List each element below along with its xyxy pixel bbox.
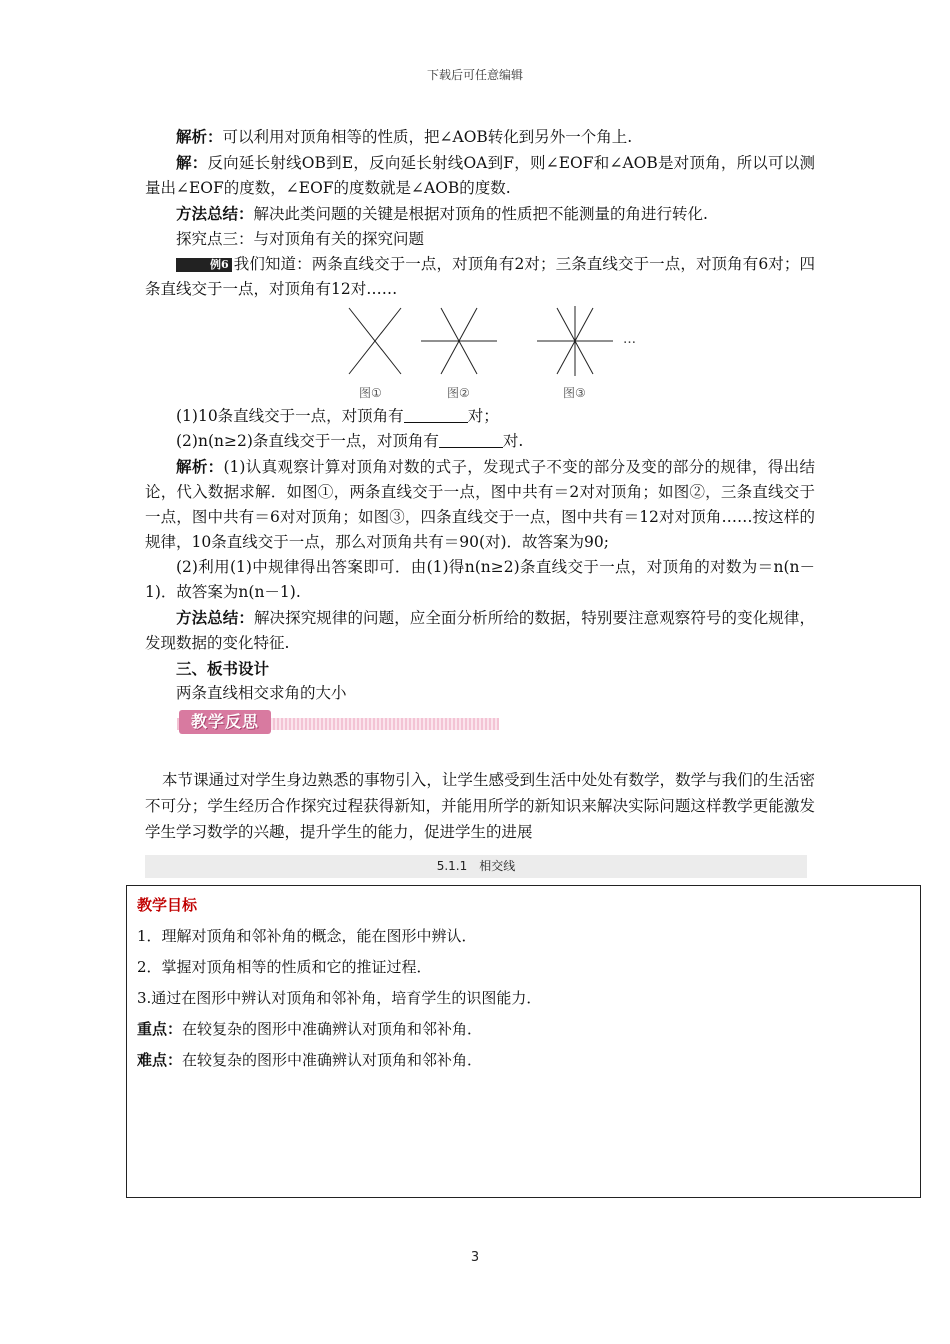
analysis-text: 可以利用对顶角相等的性质，把∠AOB转化到另外一个角上.: [222, 128, 633, 146]
example-text: 我们知道：两条直线交于一点，对顶角有2对；三条直线交于一点，对顶角有6对；四条直线交于一点，对顶角有12对……: [145, 255, 815, 298]
method-label: 方法总结：: [176, 204, 254, 223]
figure-3: [535, 304, 615, 378]
objectives-box: [126, 885, 921, 1198]
method-text-2: 解决探究规律的问题，应全面分析所给的数据，特别要注意观察符号的变化规律，发现数据的变化特征.: [145, 609, 815, 652]
analysis-text-2: (1)认真观察计算对顶角对数的式子，发现式子不变的部分及变的部分的规律，得出结论，代入数据求解．如图①，两条直线交于一点，图中共有＝2对对顶角；如图②，三条直线交于一点，图中共有＝6对对顶角；如图③，四条直线交于一点，图中共有＝12对对顶角……按这样的规律，10条直线交于一点，那么对顶角共有＝90(对)．故答案为90;: [145, 458, 815, 551]
figure-3-caption: 图③: [563, 386, 586, 400]
analysis-paragraph-2: [145, 454, 815, 555]
analysis-part-2: (2)利用(1)中规律得出答案即可．由(1)得n(n≥2)条直线交于一点，对顶角的对数为＝n(n－1)．故答案为n(n－1).: [145, 558, 815, 601]
difficult-point-label: 难点：: [137, 1051, 183, 1069]
figures-row: [145, 304, 815, 404]
figure-1: [345, 304, 405, 378]
reflection-section: [145, 767, 815, 845]
example-badge: 例6: [176, 258, 232, 272]
exploration-point-3: 探究点三：与对顶角有关的探究问题: [176, 230, 425, 248]
page-number: 3: [470, 1250, 480, 1265]
question-1-text: (1)10条直线交于一点，对顶角有: [176, 407, 404, 425]
key-point-text: 在较复杂的图形中准确辨认对顶角和邻补角．: [182, 1020, 483, 1038]
analysis-label: 解析：: [176, 127, 223, 146]
question-2-text: (2)n(n≥2)条直线交于一点，对顶角有: [176, 432, 439, 450]
solution-paragraph: [145, 150, 815, 201]
analysis-label-2: 解析：: [176, 457, 224, 476]
reflection-badge: 教学反思: [179, 710, 271, 734]
main-content: [145, 124, 815, 736]
method-summary-1: [145, 201, 815, 227]
board-design-content: 两条直线相交求角的大小: [176, 684, 347, 702]
question-1: [145, 404, 815, 429]
question-2-end: 对.: [502, 432, 524, 450]
figures-ellipsis: …: [623, 332, 636, 347]
board-design-title: 三、板书设计: [176, 659, 270, 678]
solution-text: 反向延长射线OB到E，反向延长射线OA到F，则∠EOF和∠AOB是对顶角，所以可以测量出∠EOF的度数，∠EOF的度数就是∠AOB的度数.: [145, 154, 815, 197]
figure-1-caption: 图①: [359, 386, 382, 400]
figure-2-caption: 图②: [447, 386, 470, 400]
answer-blank-1: [404, 406, 468, 423]
figure-2: [419, 304, 499, 378]
question-1-end: 对；: [467, 407, 499, 425]
question-2: [145, 429, 815, 454]
teaching-reflection-banner: [177, 710, 499, 736]
solution-label: 解：: [176, 153, 208, 172]
section-title-bar: 5.1.1 相交线: [145, 855, 807, 878]
page-header-note: 下载后可任意编辑: [426, 68, 523, 82]
objective-item-2: 2．掌握对顶角相等的性质和它的推证过程．: [137, 958, 432, 976]
analysis-paragraph-1: [145, 124, 815, 150]
key-point: [137, 1014, 910, 1045]
objective-item-3: 3.通过在图形中辨认对顶角和邻补角，培育学生的识图能力．: [137, 989, 542, 1007]
example-6: [145, 252, 815, 302]
answer-blank-2: [439, 431, 503, 448]
objective-item-1: 1．理解对顶角和邻补角的概念，能在图形中辨认．: [137, 927, 477, 945]
reflection-text: 本节课通过对学生身边熟悉的事物引入，让学生感受到生活中处处有数学，数学与我们的生活密不可分；学生经历合作探究过程获得新知，并能用所学的新知识来解决实际问题这样教学更能激发学生学习数学的兴趣，提升学生的能力，促进学生的进展: [145, 771, 815, 841]
method-label-2: 方法总结：: [176, 608, 254, 627]
method-summary-2: [145, 605, 815, 656]
difficult-point-text: 在较复杂的图形中准确辨认对顶角和邻补角．: [182, 1051, 483, 1069]
method-text: 解决此类问题的关键是根据对顶角的性质把不能测量的角进行转化.: [253, 205, 708, 223]
difficult-point: [137, 1045, 910, 1076]
key-point-label: 重点：: [137, 1020, 183, 1038]
objectives-title: 教学目标: [137, 896, 198, 914]
